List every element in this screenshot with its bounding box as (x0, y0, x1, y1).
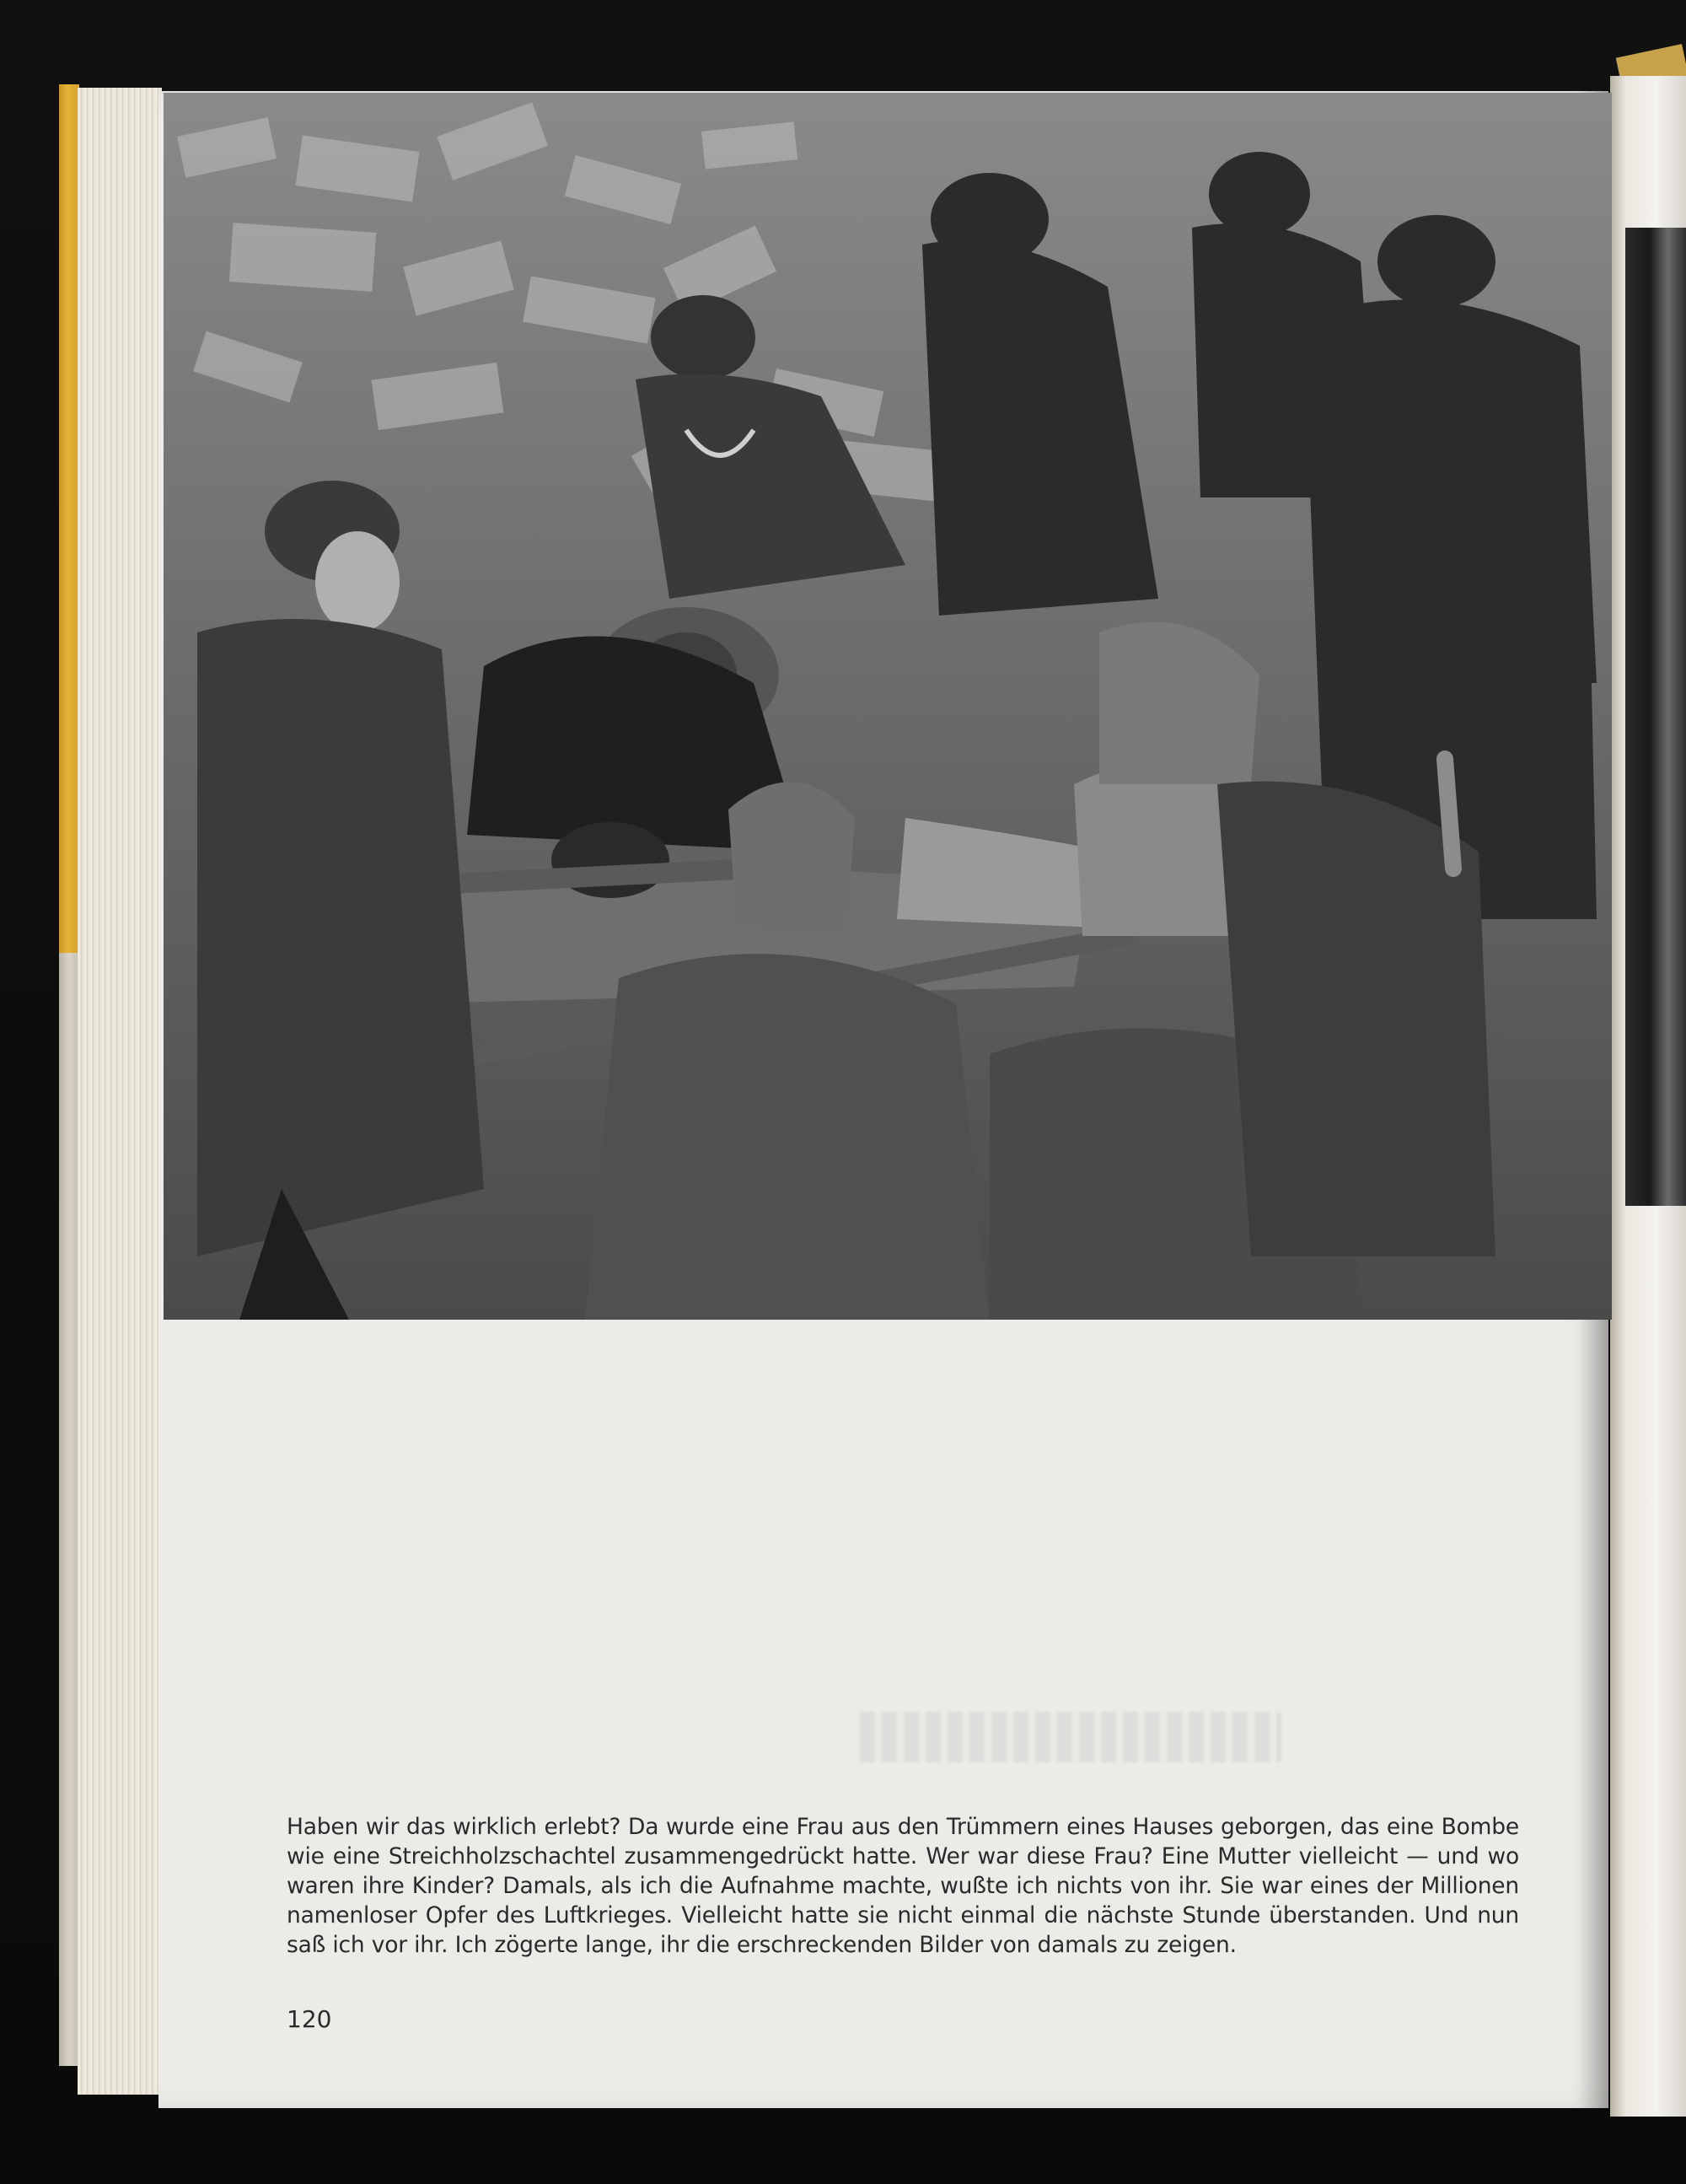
rescue-photograph (164, 93, 1612, 1320)
cover-edge-lower (59, 953, 79, 2066)
photograph-illustration (164, 93, 1612, 1320)
photo-caption: Haben wir das wirklich erlebt? Da wurde eine Frau aus den Trümmern eines Hauses geborgen, das eine Bombe wie eine Streichholzschachtel zusammengedrückt hatte. Wer war diese Frau? Eine Mutter vielleicht — und wo waren ihre Kinder? Damals, als ich die Aufnahme machte, wußte ich nichts von ihr. Sie war eines der Millionen namenloser Opfer des Luftkrieges. Vielleicht hatte sie nicht einmal die nächste Stunde überstanden. Und nun saß ich vor ihr. Ich zögerte lange, ihr die erschreckenden Bilder von damals zu zeigen. (287, 1813, 1519, 1958)
shovel-handle (1445, 759, 1453, 869)
page-number: 120 (287, 2005, 332, 2033)
page-stack-edge (78, 88, 162, 2095)
book-cover-edge (59, 84, 79, 2066)
facing-page-photo (1625, 228, 1686, 1206)
bleed-through-text (860, 1712, 1281, 1762)
